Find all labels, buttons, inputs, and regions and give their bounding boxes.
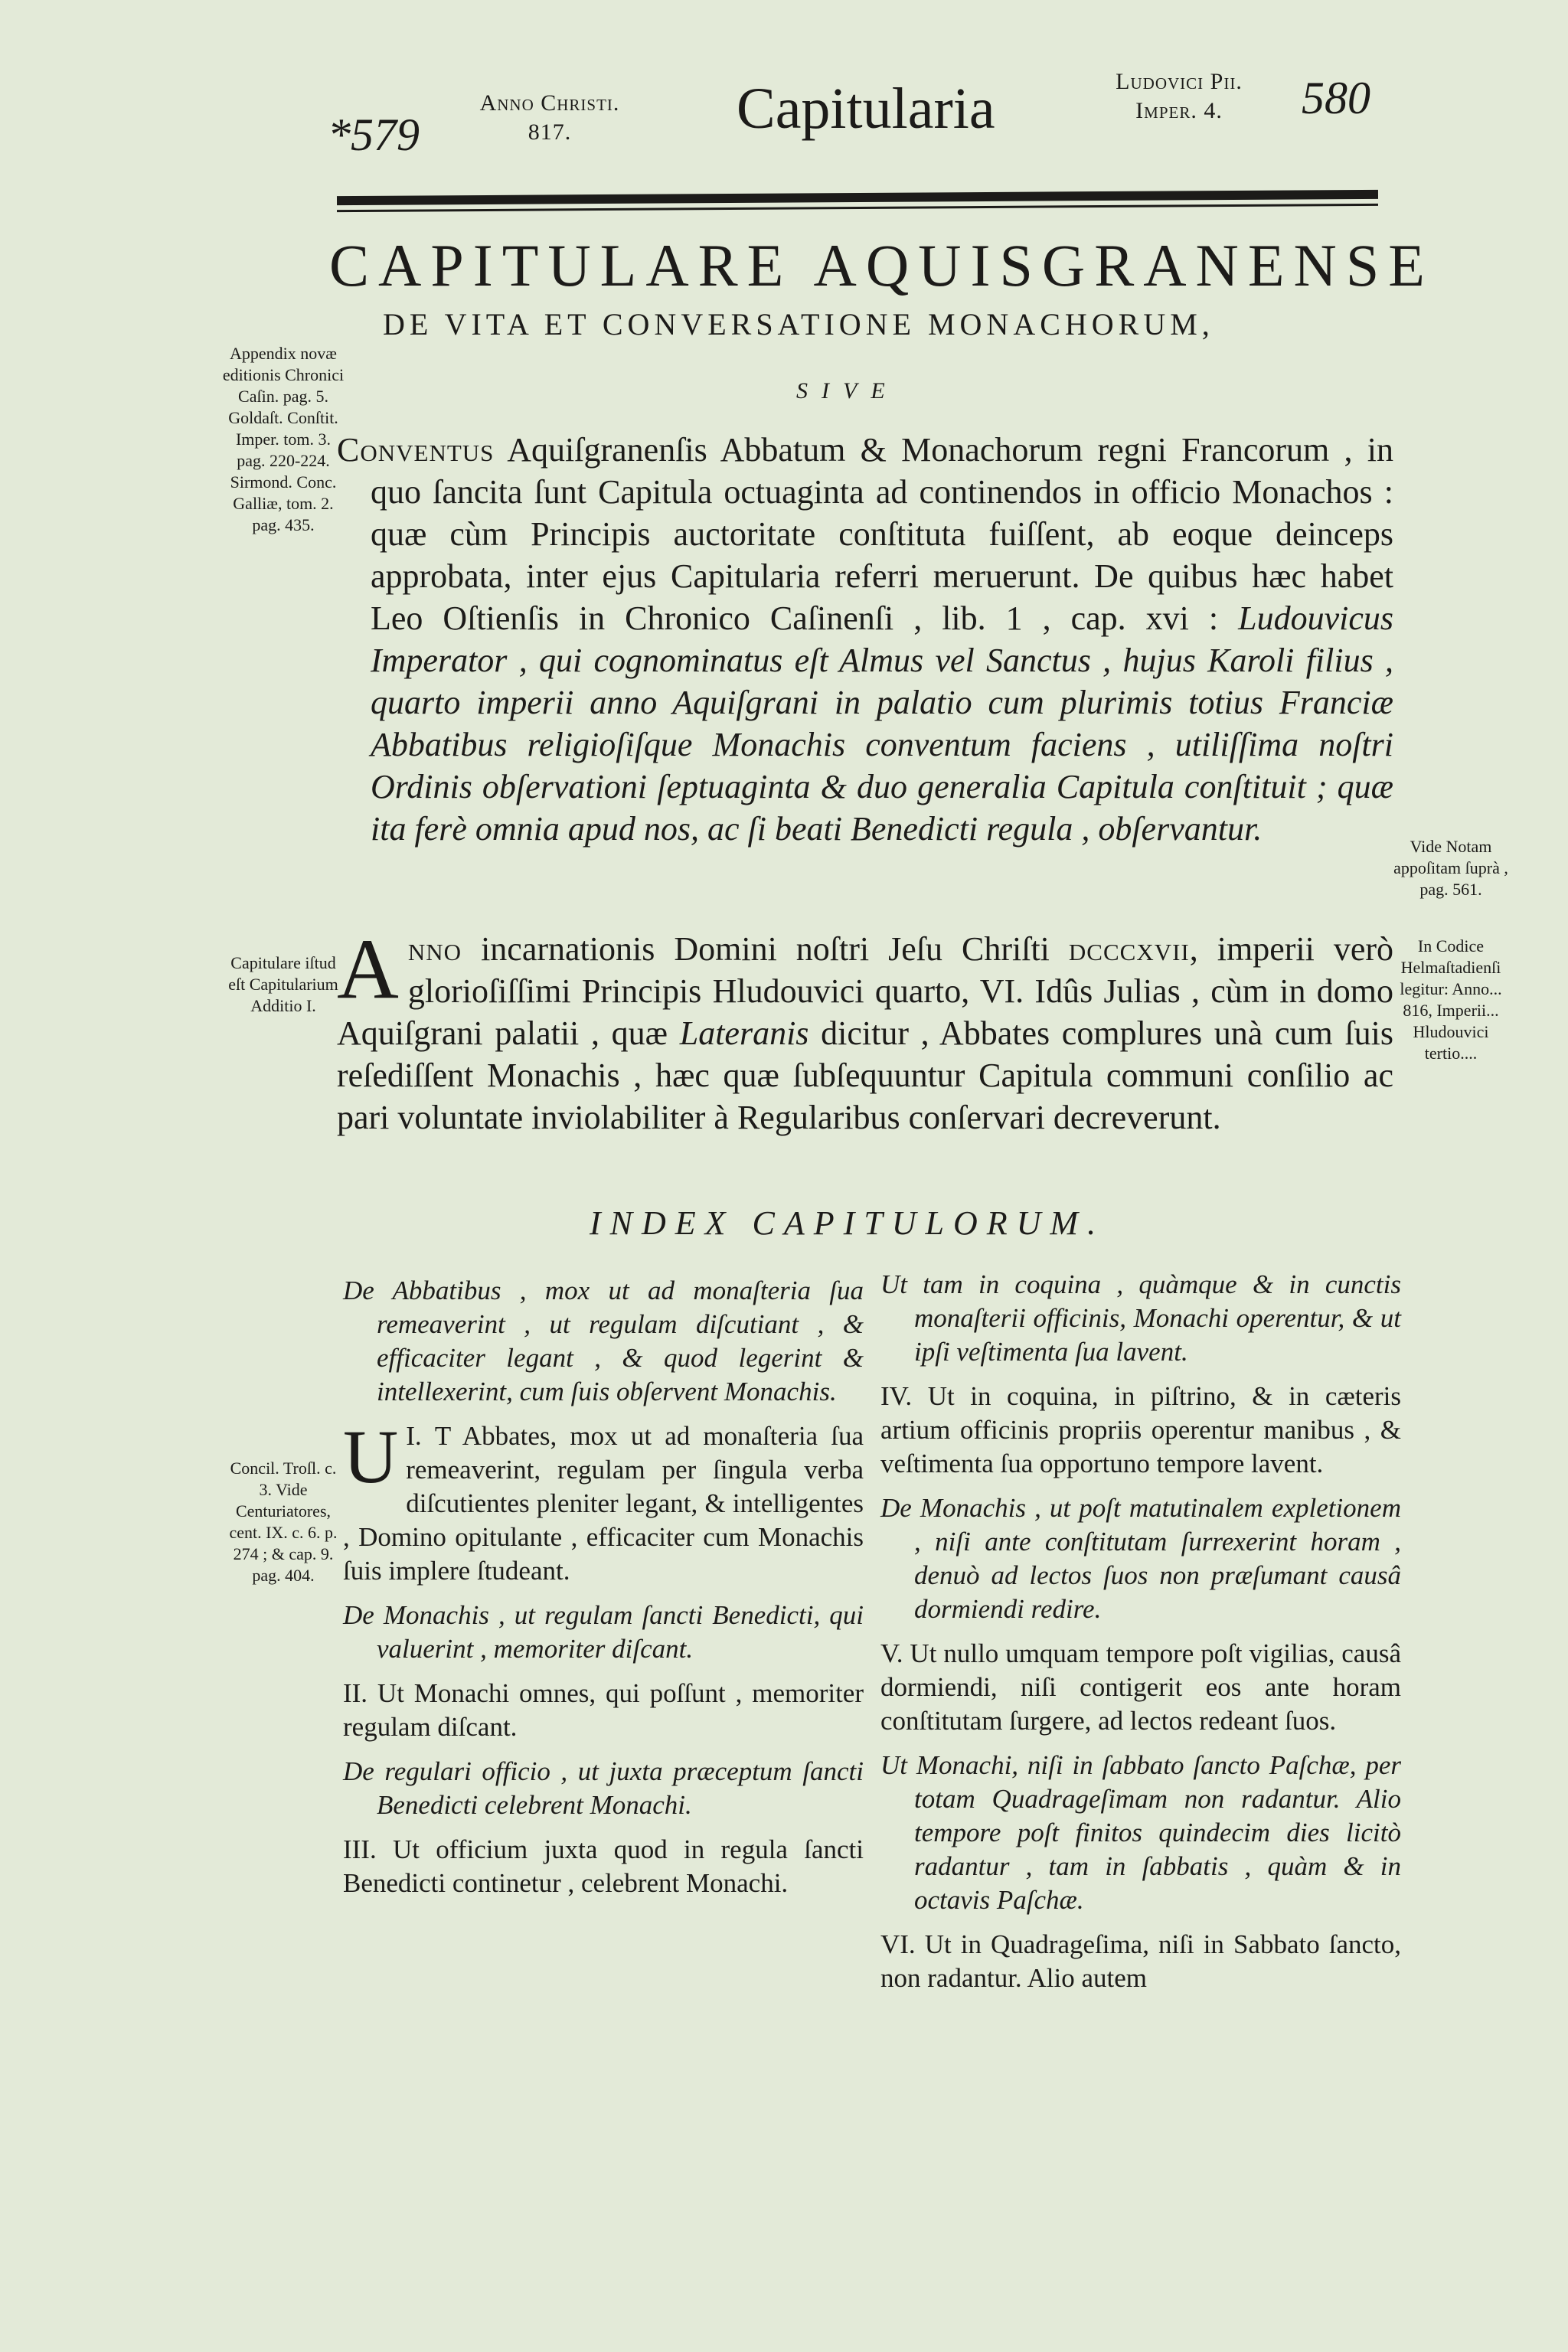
ludovici-label: Ludovici Pii.: [1116, 69, 1243, 94]
main-title: CAPITULARE AQUISGRANENSE: [329, 232, 1434, 299]
margin-note-right-2: [1393, 936, 1508, 1064]
rubric-3: De regulari officio , ut juxta præceptum ſancti Benedicti celebrent Monachi.: [343, 1756, 864, 1820]
margin-note-right-2-text: In Codice Helmaſtadienſi legitur: Anno... 816, Imperii... Hludouvici tertio....: [1400, 936, 1502, 1063]
anno-christi-label: Anno Christi.: [479, 90, 620, 116]
chapter-6: VI. Ut in Quadrageſima, niſi in Sabbato ſancto, non radantur. Alio autem: [880, 1929, 1401, 1993]
anno-text-a: incarnationis Domini noſtri Jeſu Chriſti: [481, 930, 1050, 968]
intro-quote: Ludouvicus Imperator , qui cognominatus eſt Almus vel Sanctus , hujus Karoli filius , quarto imperii anno Aquiſgrani in palatio cum plurimis totius Franciæ Abbatibus religioſiſque Monachis conventum faciens , utiliſſima noſtri Ordinis obſervationi ſeptuaginta & duo generalia Capitula conſtituit ; quæ ita ferè omnia apud nos, ac ſi beati Benedicti regula , obſervantur.: [371, 599, 1394, 848]
rubric-2: De Monachis , ut regulam ſancti Benedicti, qui valuerint , memoriter diſcant.: [343, 1600, 864, 1664]
rubric-4: Ut tam in coquina , quàmque & in cunctis monaſterii officinis, Monachi operentur, & ut ipſi veſtimenta ſua lavent.: [880, 1269, 1401, 1367]
chapter-5: V. Ut nullo umquam tempore poſt vigilias, causâ dormiendi, niſi contigerit eos ante horam conſtitutam ſurgere, ad lectos redeant ſuos.: [880, 1638, 1401, 1736]
margin-note-left-3: [222, 1458, 345, 1586]
ludovici-heading: [1076, 67, 1282, 126]
drop-cap-a: A: [337, 922, 399, 1017]
running-title: Capitularia: [737, 77, 995, 141]
left-page-number: *579: [328, 109, 420, 160]
margin-note-left-2-text: Capitulare iſtud eſt Capitularium Additio I.: [228, 953, 338, 1015]
margin-note-right-1-text: Vide Notam appoſitam ſuprà , pag. 561.: [1393, 837, 1508, 899]
chapter-3: III. Ut officium juxta quod in regula ſancti Benedicti continetur , celebrent Monachi.: [343, 1834, 864, 1898]
header-rule-thick: [337, 190, 1378, 205]
imperium-year: Imper. 4.: [1135, 98, 1223, 123]
anno-lateranis: Lateranis: [679, 1014, 809, 1052]
index-heading: INDEX CAPITULORUM.: [590, 1204, 1106, 1242]
rubric-6: Ut Monachi, niſi in ſabbato ſancto Paſchæ, per totam Quadrageſimam non radantur. Alio tempore poſt finitos quindecim dies licitò radantur , tam in ſabbatis , quàm & in octavis Paſchæ.: [880, 1750, 1401, 1915]
margin-note-left-2: [222, 952, 345, 1017]
margin-note-left-1: [222, 343, 345, 536]
header-rule-thin: [337, 204, 1378, 212]
anno-year: 817.: [528, 119, 572, 145]
margin-note-left-3-text: Concil. Troſl. c. 3. Vide Centuriatores, cent. IX. c. 6. p. 274 ; & cap. 9. pag. 404.: [229, 1459, 338, 1585]
anno-lead-word: nno: [407, 930, 462, 968]
chapter-2: II. Ut Monachi omnes, qui poſſunt , memoriter regulam diſcant.: [343, 1678, 864, 1742]
anno-text-b: , imperii verò glorioſiſſimi Principis Hludouvici quarto, VI. Idûs Julias , cùm in domo Aquiſgrani palatii , quæ: [337, 930, 1394, 1052]
chapters-right-column: [880, 1268, 1401, 2006]
subtitle: DE VITA ET CONVERSATIONE MONACHORUM,: [383, 307, 1214, 341]
chapter-1-text: T Abbates, mox ut ad monaſteria ſua remeaverint, regulam per ſingula verba diſcutientes pleniter legant, & intelligentes , Domino opitulante , efficaciter cum Monachis ſuis implere ſtudeant.: [343, 1421, 864, 1586]
right-page-number: 580: [1302, 73, 1370, 123]
rubric-1: De Abbatibus , mox ut ad monaſteria ſua remeaverint , ut regulam diſcutiant , & efficaciter legant , & quod legerint & intellexerint, cum ſuis obſervent Monachis.: [343, 1276, 864, 1406]
intro-lead-word: Conventus: [337, 431, 495, 469]
anno-paragraph: [337, 922, 1394, 1138]
intro-text: Aquiſgranenſis Abbatum & Monachorum regni Francorum , in quo ſancita ſunt Capitula octuaginta ad continendos in officio Monachos : quæ cùm Principis auctoritate conſtituta fuiſſent, ab eoque deinceps approbata, inter ejus Capitularia referri meruerunt. De quibus hæc habet Leo Oſtienſis in Chronico Caſinenſi , lib. 1 , cap. xvi :: [371, 431, 1393, 637]
anno-year-roman: dcccxvii: [1068, 930, 1190, 968]
chapter-1: [343, 1414, 864, 1588]
anno-christi-heading: [450, 89, 649, 147]
chapter-4: IV. Ut in coquina, in piſtrino, & in cæteris artium officinis propriis operentur manibus , & veſtimenta ſua opportuno tempore lavent.: [880, 1381, 1401, 1478]
sive-label: SIVE: [796, 378, 899, 403]
margin-note-right-1: [1393, 836, 1508, 900]
margin-note-left-1-text: Appendix novæ editionis Chronici Caſin. pag. 5. Goldaſt. Conſtit. Imper. tom. 3. pag. 220-224. Sirmond. Conc. Galliæ, tom. 2. pag. 435.: [222, 344, 345, 534]
rubric-5: De Monachis , ut poſt matutinalem expletionem , niſi ante conſtitutam ſurrexerint horam , denuò ad lectos ſuos non præſumant causâ dormiendi redire.: [880, 1493, 1401, 1624]
chapter-1-number: I.: [406, 1421, 422, 1451]
anno-text-c: dicitur , Abbates complures unà cum ſuis reſediſſent Monachis , hæc quæ ſubſequuntur Capitula communi conſilio ac pari voluntate inviolabiliter à Regularibus conſervari decreverunt.: [337, 1014, 1394, 1136]
chapters-left-column: [343, 1274, 864, 1911]
intro-paragraph: [337, 429, 1393, 850]
drop-cap-u: U: [343, 1414, 399, 1499]
